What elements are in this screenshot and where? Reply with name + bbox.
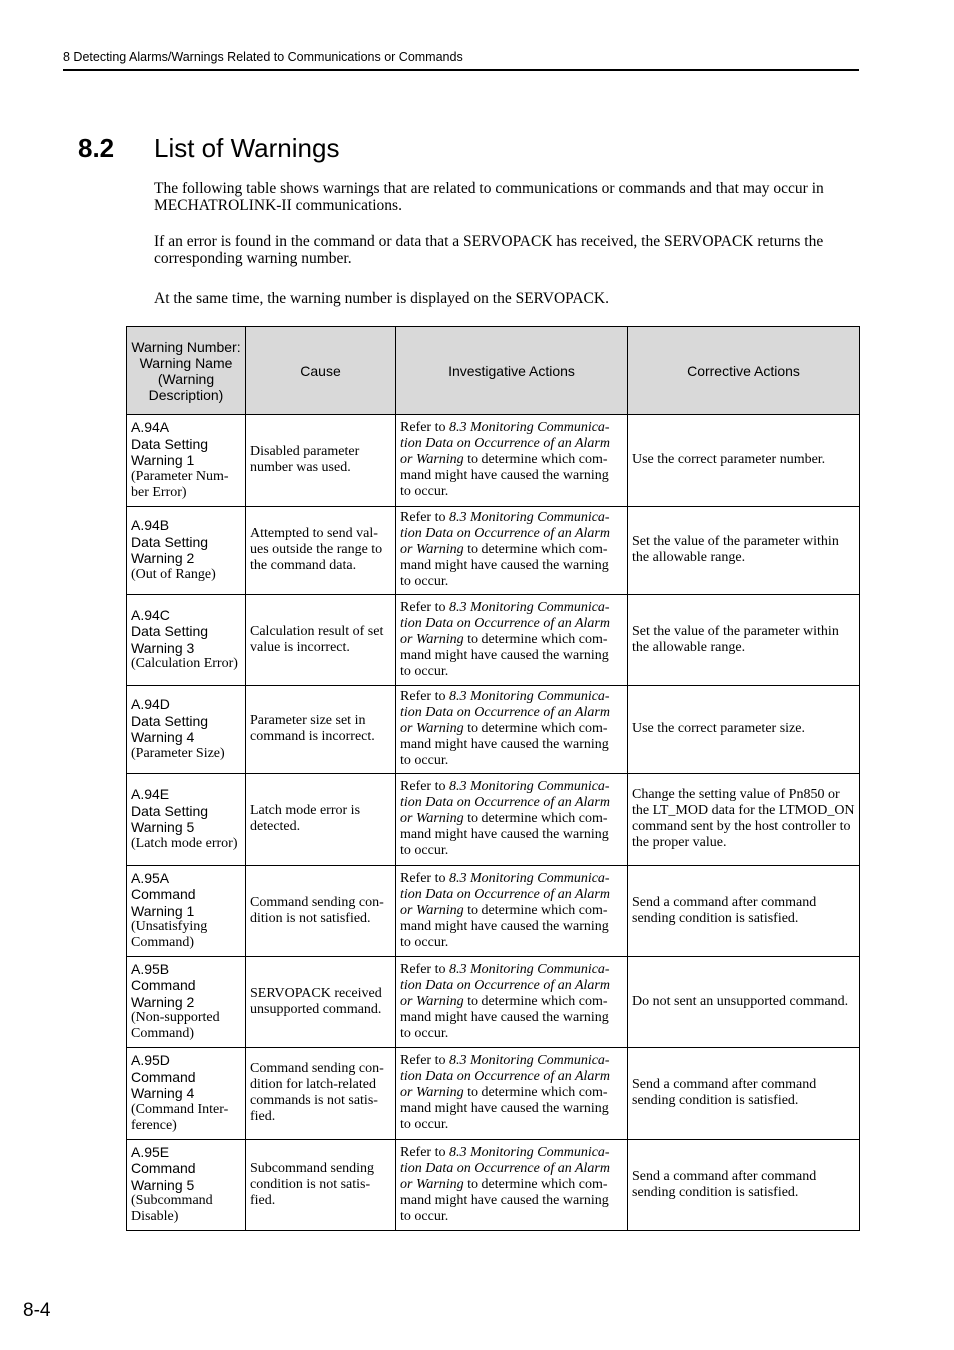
investigative-prefix: Refer to: [400, 1144, 449, 1160]
investigative-suffix: to determine which com-mand might have caused the warning to occur.: [400, 902, 609, 950]
warning-code: A.95A: [131, 869, 170, 886]
warning-name: Data Setting Warning 2: [131, 533, 209, 567]
warning-description: (Parameter Num-ber Error): [131, 468, 229, 500]
table-row: [127, 686, 860, 774]
investigative-cell: [396, 415, 628, 507]
warning-cell: [127, 686, 246, 774]
display-paragraph: At the same time, the warning number is displayed on the SERVOPACK.: [154, 290, 609, 307]
section-number: 8.2: [78, 133, 115, 163]
investigative-reference: 8.3 Monitoring Communica-tion Data on Occurrence of an Alarm or Warning: [400, 961, 610, 1009]
warning-code: A.94E: [131, 786, 170, 803]
warning-cell: [127, 1140, 246, 1231]
cause-cell: SERVOPACK received unsupported command.: [246, 957, 396, 1048]
corrective-cell: Set the value of the parameter within the allowable range.: [628, 595, 860, 686]
section-title: List of Warnings: [154, 133, 340, 163]
page-number: 8-4: [23, 1300, 51, 1321]
warning-code: A.95D: [131, 1052, 170, 1069]
warning-name: Command Warning 2: [131, 977, 196, 1010]
header-warning: Warning Number: Warning Name (Warning Description): [127, 327, 246, 415]
investigative-suffix: to determine which com-mand might have caused the warning to occur.: [400, 993, 609, 1041]
warning-description: (Subcommand Disable): [131, 1193, 213, 1225]
warning-cell: [127, 774, 246, 866]
warning-name: Command Warning 5: [131, 1160, 196, 1193]
cause-cell: Disabled parameter number was used.: [246, 415, 396, 507]
cause-cell: Attempted to send val-ues outside the range to the command data.: [246, 507, 396, 595]
warning-code: A.94C: [131, 606, 170, 623]
corrective-cell: Change the setting value of Pn850 or the LT_MOD data for the LTMOD_ON command sent by the host controller to the proper value.: [628, 774, 860, 866]
warning-description: (Non-supported Command): [131, 1010, 220, 1042]
investigative-prefix: Refer to: [400, 599, 449, 615]
corrective-cell: Set the value of the parameter within the allowable range.: [628, 507, 860, 595]
warning-description: (Unsatisfying Command): [131, 919, 208, 951]
investigative-cell: [396, 957, 628, 1048]
corrective-cell: Do not sent an unsupported command.: [628, 957, 860, 1048]
warning-name: Data Setting Warning 4: [131, 712, 209, 746]
table-row: [127, 1048, 860, 1140]
warning-name: Data Setting Warning 5: [131, 802, 209, 836]
table-header-row: [127, 327, 860, 415]
warning-code: A.94D: [131, 696, 170, 713]
warning-name: Data Setting Warning 3: [131, 623, 209, 656]
table-row: [127, 415, 860, 507]
warning-code: A.95B: [131, 960, 170, 977]
warnings-table: [126, 326, 860, 1231]
error-paragraph: If an error is found in the command or data that a SERVOPACK has received, the SERVOPACK returns the corresponding warning number.: [154, 233, 824, 267]
investigative-prefix: Refer to: [400, 779, 449, 794]
warning-description: (Out of Range): [131, 566, 216, 582]
cause-cell: Command sending con-dition is not satisfied.: [246, 866, 396, 957]
table-body: [127, 415, 860, 1231]
intro-paragraph: The following table shows warnings that are related to communications or commands and that may occur in MECHATROLINK-II communications.: [154, 180, 824, 214]
investigative-cell: [396, 1140, 628, 1231]
investigative-cell: [396, 507, 628, 595]
cause-cell: Calculation result of set value is incorrect.: [246, 595, 396, 686]
section-heading: [78, 131, 339, 165]
investigative-reference: 8.3 Monitoring Communica-tion Data on Occurrence of an Alarm or Warning: [400, 689, 610, 736]
table-row: [127, 957, 860, 1048]
table-row: [127, 774, 860, 866]
investigative-suffix: to determine which com-mand might have caused the warning to occur.: [400, 542, 609, 589]
investigative-prefix: Refer to: [400, 689, 449, 704]
corrective-cell: Send a command after command sending condition is satisfied.: [628, 866, 860, 957]
investigative-suffix: to determine which com-mand might have caused the warning to occur.: [400, 811, 609, 858]
cause-cell: Command sending con-dition for latch-related commands is not satis-fied.: [246, 1048, 396, 1140]
table-row: [127, 507, 860, 595]
investigative-prefix: Refer to: [400, 420, 449, 435]
warning-name: Data Setting Warning 1: [131, 435, 209, 469]
warning-name: Command Warning 4: [131, 1068, 196, 1102]
investigative-cell: [396, 774, 628, 866]
header-rule: [63, 69, 859, 71]
investigative-suffix: to determine which com-mand might have caused the warning to occur.: [400, 1176, 609, 1224]
investigative-reference: 8.3 Monitoring Communica-tion Data on Occurrence of an Alarm or Warning: [400, 420, 610, 467]
warning-description: (Command Inter-ference): [131, 1101, 229, 1133]
warning-description: (Parameter Size): [131, 745, 225, 761]
header-investigative: Investigative Actions: [396, 327, 628, 415]
header-corrective: Corrective Actions: [628, 327, 860, 415]
warning-cell: [127, 1048, 246, 1140]
cause-cell: Parameter size set in command is incorrect.: [246, 686, 396, 774]
investigative-reference: 8.3 Monitoring Communica-tion Data on Occurrence of an Alarm or Warning: [400, 1144, 610, 1192]
warning-name: Command Warning 1: [131, 886, 196, 919]
warning-description: (Calculation Error): [131, 656, 238, 672]
warning-cell: [127, 957, 246, 1048]
warning-code: A.95E: [131, 1143, 170, 1160]
investigative-reference: 8.3 Monitoring Communica-tion Data on Occurrence of an Alarm or Warning: [400, 779, 610, 826]
investigative-cell: [396, 866, 628, 957]
header-cause: Cause: [246, 327, 396, 415]
warning-cell: [127, 507, 246, 595]
table-row: [127, 866, 860, 957]
investigative-cell: [396, 595, 628, 686]
table-row: [127, 1140, 860, 1231]
warning-code: A.94A: [131, 419, 170, 436]
table-row: [127, 595, 860, 686]
investigative-reference: 8.3 Monitoring Communica-tion Data on Occurrence of an Alarm or Warning: [400, 510, 610, 557]
corrective-cell: Send a command after command sending condition is satisfied.: [628, 1140, 860, 1231]
cause-cell: Latch mode error is detected.: [246, 774, 396, 866]
investigative-suffix: to determine which com-mand might have caused the warning to occur.: [400, 631, 609, 679]
investigative-cell: [396, 1048, 628, 1140]
corrective-cell: Send a command after command sending condition is satisfied.: [628, 1048, 860, 1140]
investigative-reference: 8.3 Monitoring Communica-tion Data on Occurrence of an Alarm or Warning: [400, 1053, 610, 1100]
warning-description: (Latch mode error): [131, 835, 238, 851]
warning-cell: [127, 866, 246, 957]
cause-cell: Subcommand sending condition is not satis-fied.: [246, 1140, 396, 1231]
investigative-cell: [396, 686, 628, 774]
investigative-prefix: Refer to: [400, 1053, 449, 1068]
corrective-cell: Use the correct parameter size.: [628, 686, 860, 774]
investigative-reference: 8.3 Monitoring Communica-tion Data on Occurrence of an Alarm or Warning: [400, 599, 610, 647]
corrective-cell: Use the correct parameter number.: [628, 415, 860, 507]
warning-cell: [127, 415, 246, 507]
warning-cell: [127, 595, 246, 686]
investigative-suffix: to determine which com-mand might have caused the warning to occur.: [400, 1085, 609, 1132]
warning-code: A.94B: [131, 517, 170, 534]
running-header: 8 Detecting Alarms/Warnings Related to Communications or Commands: [63, 50, 463, 64]
investigative-suffix: to determine which com-mand might have caused the warning to occur.: [400, 721, 609, 768]
investigative-prefix: Refer to: [400, 870, 449, 886]
investigative-suffix: to determine which com-mand might have caused the warning to occur.: [400, 452, 609, 499]
investigative-prefix: Refer to: [400, 510, 449, 525]
investigative-prefix: Refer to: [400, 961, 449, 977]
investigative-reference: 8.3 Monitoring Communica-tion Data on Occurrence of an Alarm or Warning: [400, 870, 610, 918]
